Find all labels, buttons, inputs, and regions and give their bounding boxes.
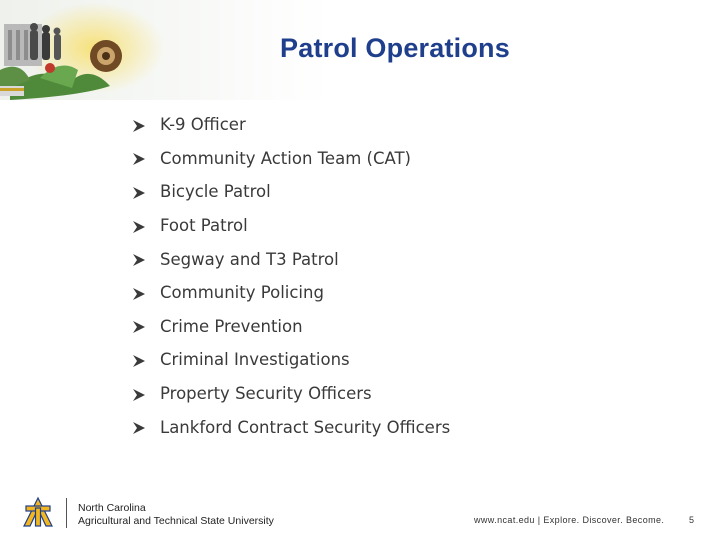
university-name <box>78 502 274 528</box>
list-item <box>132 276 450 310</box>
arrowhead-icon <box>132 320 146 334</box>
bullet-text: Criminal Investigations <box>160 350 350 370</box>
list-item <box>132 209 450 243</box>
bullet-list <box>132 108 450 444</box>
arrowhead-icon <box>132 186 146 200</box>
footer-divider <box>66 498 67 528</box>
arrowhead-icon <box>132 421 146 435</box>
university-logo <box>20 494 56 530</box>
bullet-text: Community Policing <box>160 283 324 303</box>
list-item <box>132 242 450 276</box>
footer-url: www.ncat.edu | Explore. Discover. Become. <box>474 515 665 525</box>
bullet-text: Crime Prevention <box>160 316 303 336</box>
bullet-text: Community Action Team (CAT) <box>160 148 411 168</box>
bullet-text: Segway and T3 Patrol <box>160 249 339 269</box>
arrowhead-icon <box>132 287 146 301</box>
list-item <box>132 310 450 344</box>
arrowhead-icon <box>132 119 146 133</box>
arrowhead-icon <box>132 152 146 166</box>
list-item <box>132 410 450 444</box>
bullet-text: Lankford Contract Security Officers <box>160 417 451 437</box>
bullet-text: Bicycle Patrol <box>160 182 271 202</box>
arrowhead-icon <box>132 388 146 402</box>
list-item <box>132 175 450 209</box>
arrowhead-icon <box>132 220 146 234</box>
bullet-text: Property Security Officers <box>160 384 372 404</box>
page-number: 5 <box>689 515 695 525</box>
slide-title: Patrol Operations <box>280 33 510 63</box>
list-item <box>132 142 450 176</box>
university-name-line1: North Carolina <box>78 502 146 514</box>
list-item <box>132 377 450 411</box>
list-item <box>132 108 450 142</box>
arrowhead-icon <box>132 354 146 368</box>
bullet-text: Foot Patrol <box>160 216 248 236</box>
bullet-text: K-9 Officer <box>160 115 246 135</box>
arrowhead-icon <box>132 253 146 267</box>
list-item <box>132 343 450 377</box>
university-name-line2: Agricultural and Technical State University <box>78 515 274 527</box>
